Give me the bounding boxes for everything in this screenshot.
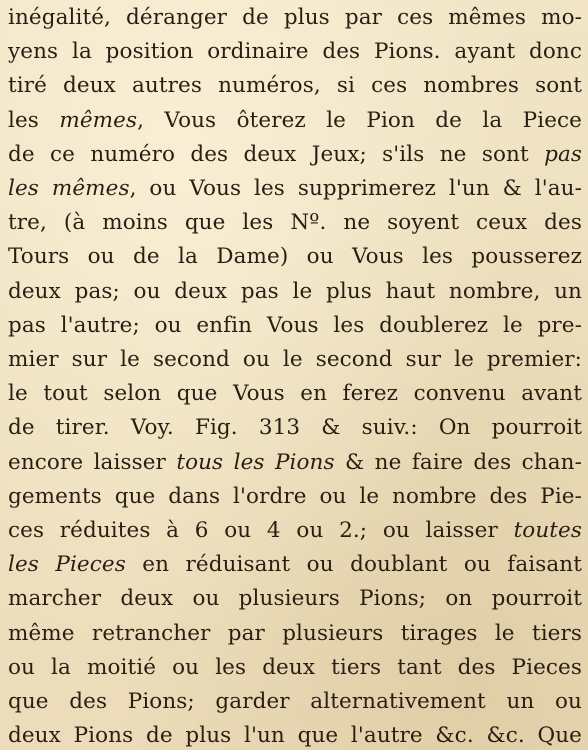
text-run: marcher deux ou plusieurs Pions; on pourroit xyxy=(8,586,582,612)
text-run: pas l'autre; ou enfin Vous les doublerez le pre- xyxy=(8,312,582,338)
text-line xyxy=(8,1,582,34)
text-line xyxy=(8,275,582,308)
text-line xyxy=(8,411,582,444)
text-run: tiré deux autres numéros, si ces nombres sont xyxy=(8,73,582,99)
text-run: encore laisser xyxy=(8,449,177,475)
italic-run: pas xyxy=(544,141,582,167)
text-run: inégalité, déranger de plus par ces mêmes mo- xyxy=(8,5,582,30)
text-line xyxy=(8,69,582,102)
text-line xyxy=(8,240,582,273)
text-line xyxy=(8,138,582,171)
text-run: , Vous ôterez le Pion de la Piece xyxy=(137,107,582,133)
text-run: le tout selon que Vous en ferez convenu avant xyxy=(8,381,582,407)
text-run: les xyxy=(8,107,60,133)
text-line xyxy=(8,617,582,650)
text-line xyxy=(8,582,582,615)
text-line xyxy=(8,377,582,410)
text-line xyxy=(8,343,582,376)
italic-run: les mêmes xyxy=(8,176,130,201)
text-run: Tours ou de la Dame) ou Vous les pousserez xyxy=(8,244,582,270)
text-run: ces réduites à 6 ou 4 ou 2.; ou laisser xyxy=(8,518,514,543)
text-line xyxy=(8,480,582,513)
text-run: tre, (à moins que les Nº. ne soyent ceux des xyxy=(8,210,582,236)
text-line xyxy=(8,685,582,718)
text-run: , ou Vous les supprimerez l'un & l'au- xyxy=(129,176,582,201)
text-run: en réduisant ou doublant ou faisant xyxy=(125,552,582,578)
text-line xyxy=(8,104,582,137)
text-run: de tirer. Voy. Fig. 313 & suiv.: On pourroit xyxy=(8,415,582,441)
italic-run: les Pieces xyxy=(8,552,126,578)
text-run: yens la position ordinaire des Pions. ayant donc xyxy=(8,39,582,65)
text-run: que des Pions; garder alternativement un ou xyxy=(8,689,582,714)
text-run: ou la moitié ou les deux tiers tant des Pieces xyxy=(8,654,582,680)
text-line xyxy=(8,206,582,239)
text-line xyxy=(8,719,582,750)
italic-run: mêmes xyxy=(59,107,138,133)
text-run: & ne faire des chan- xyxy=(334,449,582,475)
text-run: gements que dans l'ordre ou le nombre des Pie- xyxy=(8,483,582,509)
text-line xyxy=(8,446,582,479)
text-line xyxy=(8,309,582,342)
text-line xyxy=(8,548,582,581)
text-line xyxy=(8,35,582,68)
text-run: mier sur le second ou le second sur le premier: xyxy=(8,347,582,372)
text-line xyxy=(8,172,582,205)
text-run: deux Pions de plus l'un que l'autre &c. &c. Que xyxy=(8,723,582,749)
italic-run: tous les Pions xyxy=(176,449,335,475)
text-run: de ce numéro des deux Jeux; s'ils ne sont xyxy=(8,141,545,167)
text-line xyxy=(8,651,582,684)
text-line xyxy=(8,514,582,547)
italic-run: toutes xyxy=(513,518,582,543)
text-run: deux pas; ou deux pas le plus haut nombre, un xyxy=(8,278,582,304)
text-run: même retrancher par plusieurs tirages le tiers xyxy=(8,620,582,646)
